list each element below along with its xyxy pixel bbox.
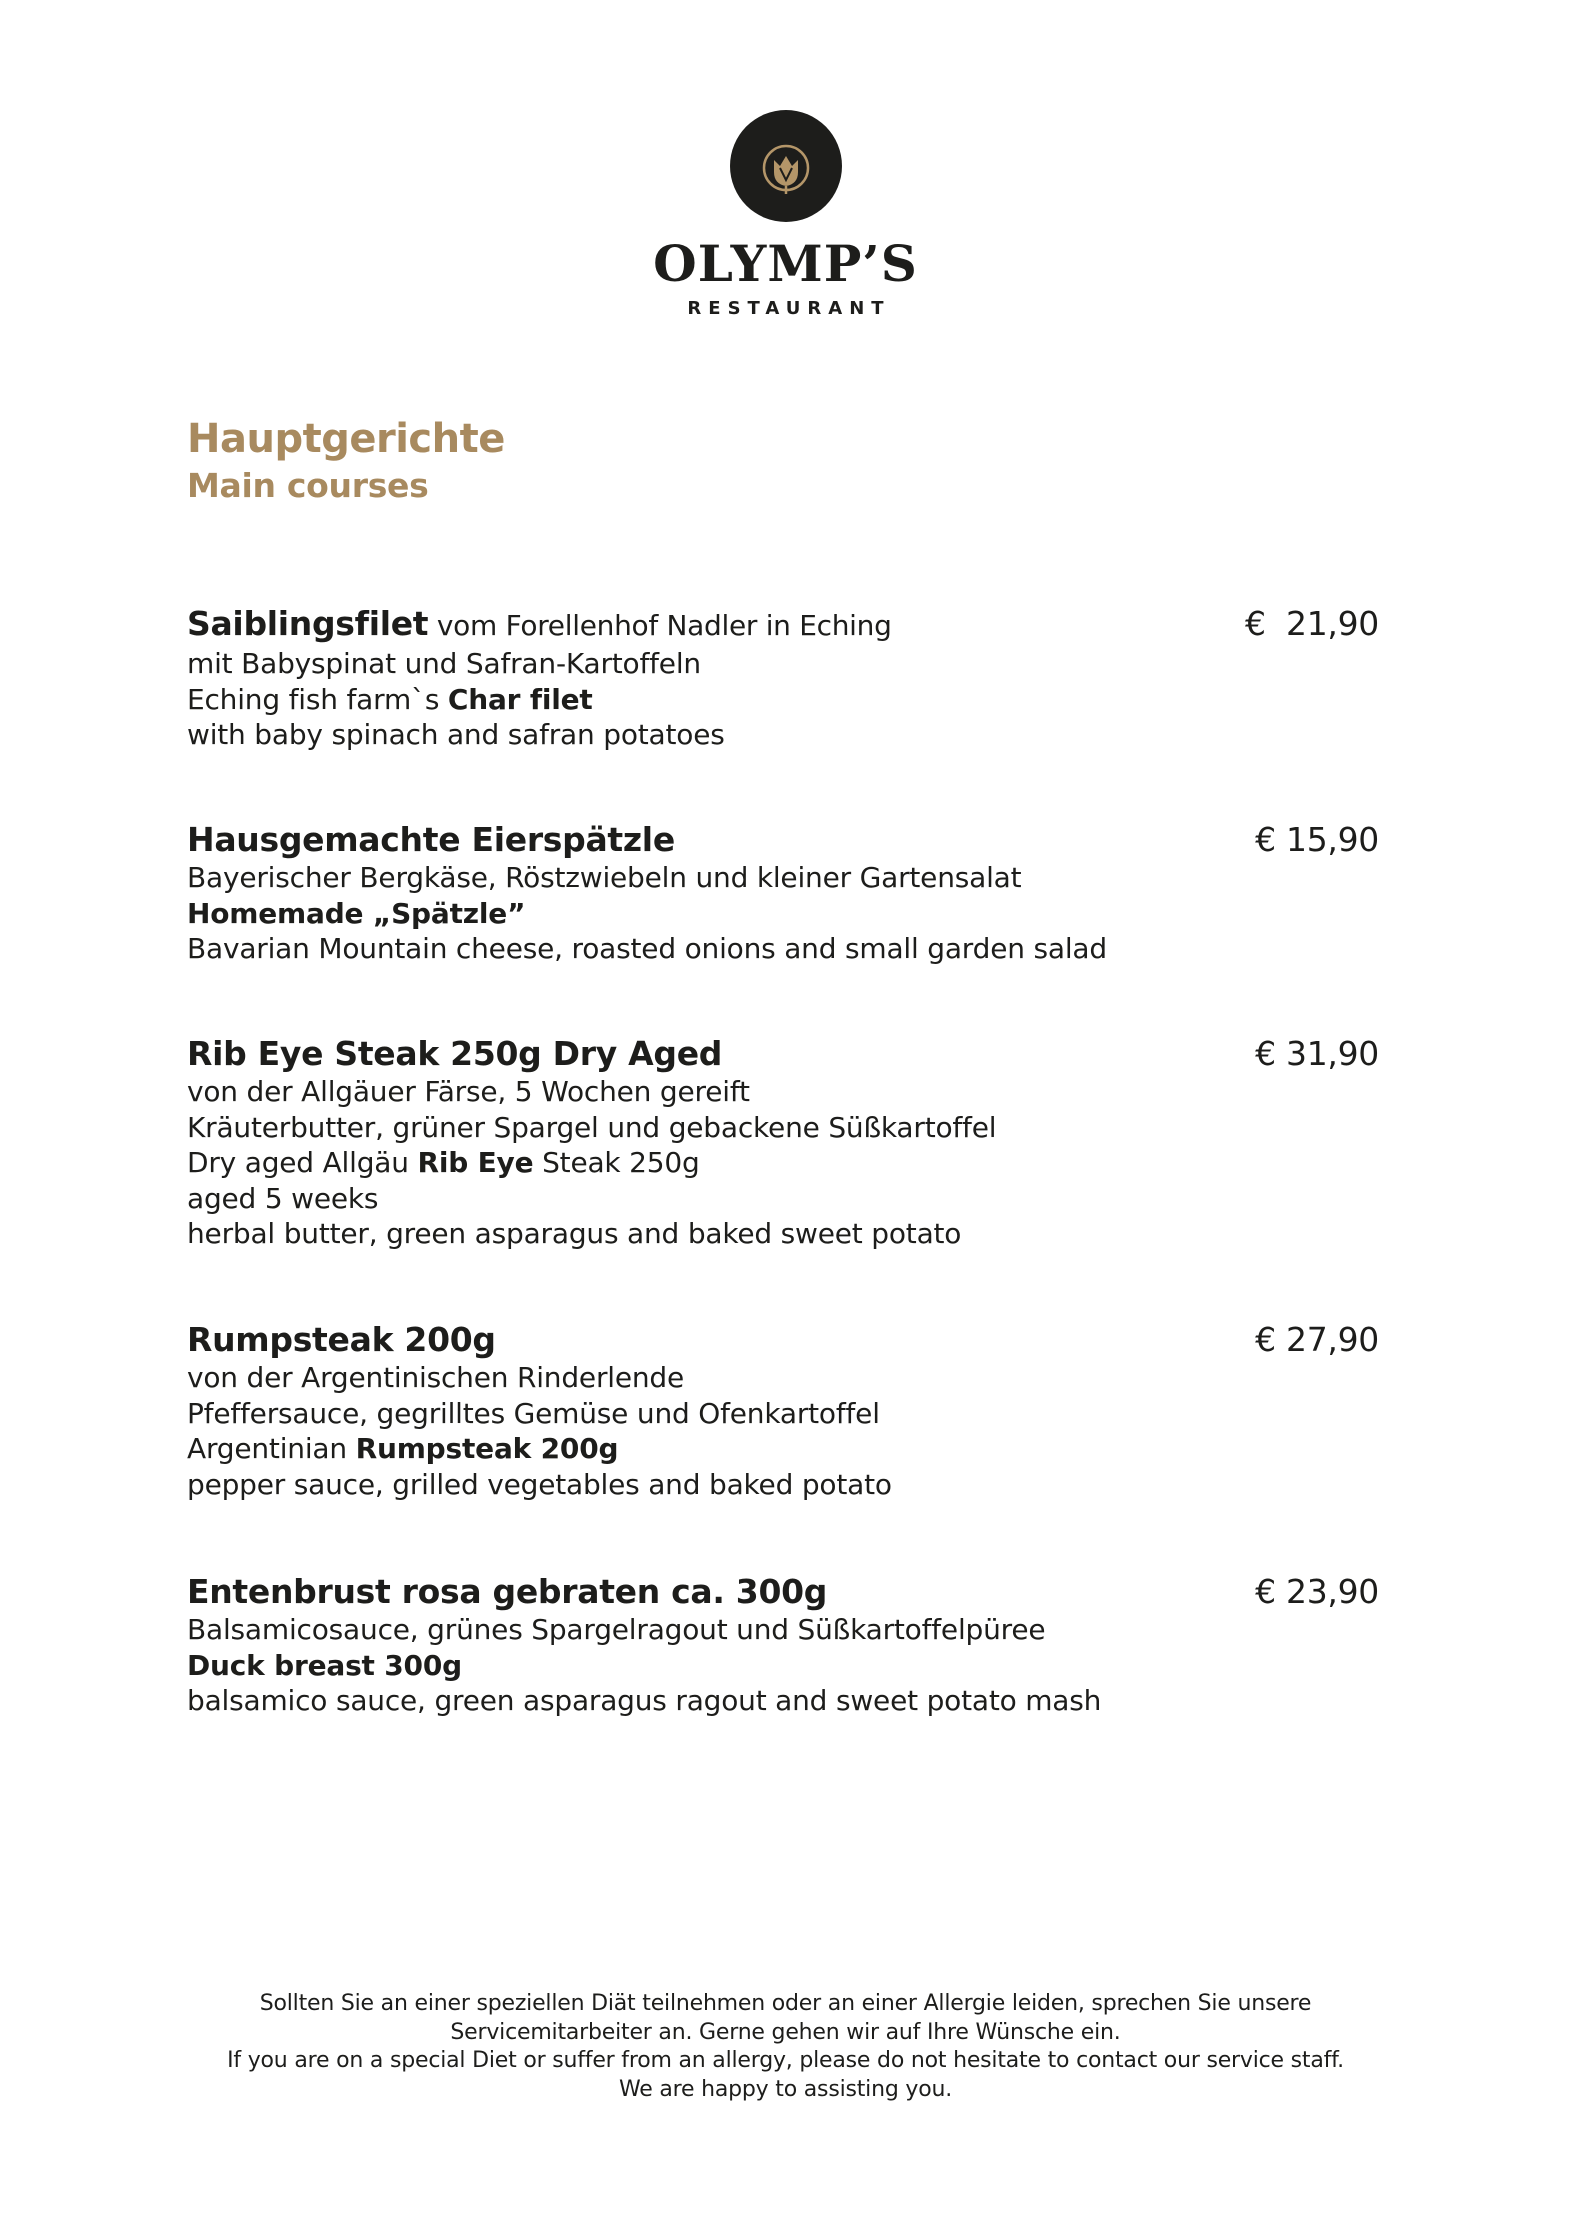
item-sides-de: Pfeffersauce, gegrilltes Gemüse und Ofenkartoffel [187, 1396, 880, 1430]
restaurant-logo [0, 110, 1571, 320]
item-name-en-bold: Rumpsteak 200g [355, 1432, 619, 1465]
item-name-en-bold: Homemade „Spätzle” [187, 896, 526, 930]
item-name: Rib Eye Steak 250g Dry Aged [187, 1034, 723, 1073]
menu-item-entenbrust [187, 1572, 1379, 1719]
item-name-en [187, 1145, 1379, 1181]
item-title [187, 604, 1379, 646]
menu-item-rib-eye-steak [187, 1034, 1379, 1252]
item-description-en: balsamico sauce, green asparagus ragout and sweet potato mash [187, 1684, 1102, 1717]
menu-item-saiblingsfilet [187, 604, 1379, 753]
item-name-en-prefix: Argentinian [187, 1432, 356, 1465]
menu-item-eierspaetzle [187, 820, 1379, 967]
item-price: € 21,90 [1244, 604, 1379, 643]
item-name: Hausgemachte Eierspätzle [187, 820, 675, 859]
item-name: Saiblingsfilet [187, 604, 429, 643]
item-name-en [187, 682, 1379, 718]
item-title [187, 1034, 1379, 1074]
item-name-en-bold: Duck breast 300g [187, 1648, 462, 1682]
item-price: € 31,90 [1255, 1034, 1379, 1073]
allergy-notice [0, 1990, 1571, 2104]
item-name-en [187, 1431, 1379, 1467]
item-description-de: mit Babyspinat und Safran-Kartoffeln [187, 647, 701, 680]
item-name-en [187, 896, 1379, 932]
restaurant-subtitle: RESTAURANT [687, 298, 891, 319]
item-description-de: von der Argentinischen Rinderlende [187, 1361, 685, 1394]
item-name-en-prefix: Eching fish farm`s [187, 682, 448, 716]
section-heading [187, 414, 505, 508]
item-description-en: Bavarian Mountain cheese, roasted onions and small garden salad [187, 932, 1107, 965]
heading-english: Main courses [187, 466, 429, 505]
item-name-en-bold: Rib Eye [417, 1146, 534, 1179]
item-name: Rumpsteak 200g [187, 1320, 496, 1359]
allergy-notice-en-line1: If you are on a special Diet or suffer from an allergy, please do not hesitate to contact our service staff. [227, 2048, 1344, 2073]
item-sides-en: pepper sauce, grilled vegetables and baked potato [187, 1467, 892, 1501]
allergy-notice-en-line2: We are happy to assisting you. [618, 2076, 953, 2102]
menu-item-rumpsteak [187, 1320, 1379, 1502]
item-title-suffix: vom Forellenhof Nadler in Eching [428, 609, 892, 642]
item-description-de: Bayerischer Bergkäse, Röstzwiebeln und kleiner Gartensalat [187, 861, 1022, 894]
item-description-de: von der Allgäuer Färse, 5 Wochen gereift [187, 1075, 750, 1108]
allergy-notice-de-line2: Servicemitarbeiter an. Gerne gehen wir auf Ihre Wünsche ein. [450, 2019, 1121, 2045]
tulip-emblem-icon [730, 110, 842, 222]
item-name: Entenbrust rosa gebraten ca. 300g [187, 1572, 828, 1611]
item-sides-en: herbal butter, green asparagus and baked sweet potato [187, 1217, 962, 1250]
allergy-notice-de-line1: Sollten Sie an einer speziellen Diät teilnehmen oder an einer Allergie leiden, sprechen Sie unsere [259, 1991, 1312, 2016]
item-sides-de: Kräuterbutter, grüner Spargel und gebackene Süßkartoffel [187, 1110, 997, 1144]
item-title [187, 1572, 1379, 1612]
item-name-en-bold: Char filet [447, 682, 593, 716]
item-name-en [187, 1648, 1379, 1684]
item-price: € 23,90 [1255, 1572, 1379, 1611]
item-price: € 15,90 [1255, 820, 1379, 859]
item-description-en: with baby spinach and safran potatoes [187, 718, 725, 751]
item-description-de: Balsamicosauce, grünes Spargelragout und Süßkartoffelpüree [187, 1613, 1046, 1646]
item-price: € 27,90 [1255, 1320, 1379, 1359]
item-name-en-suffix: Steak 250g [533, 1146, 700, 1179]
item-title [187, 820, 1379, 860]
restaurant-name: OLYMP’S [653, 234, 918, 293]
heading-german: Hauptgerichte [187, 416, 505, 462]
item-description-en: aged 5 weeks [187, 1181, 379, 1215]
item-title [187, 1320, 1379, 1360]
item-name-en-prefix: Dry aged Allgäu [187, 1146, 418, 1179]
